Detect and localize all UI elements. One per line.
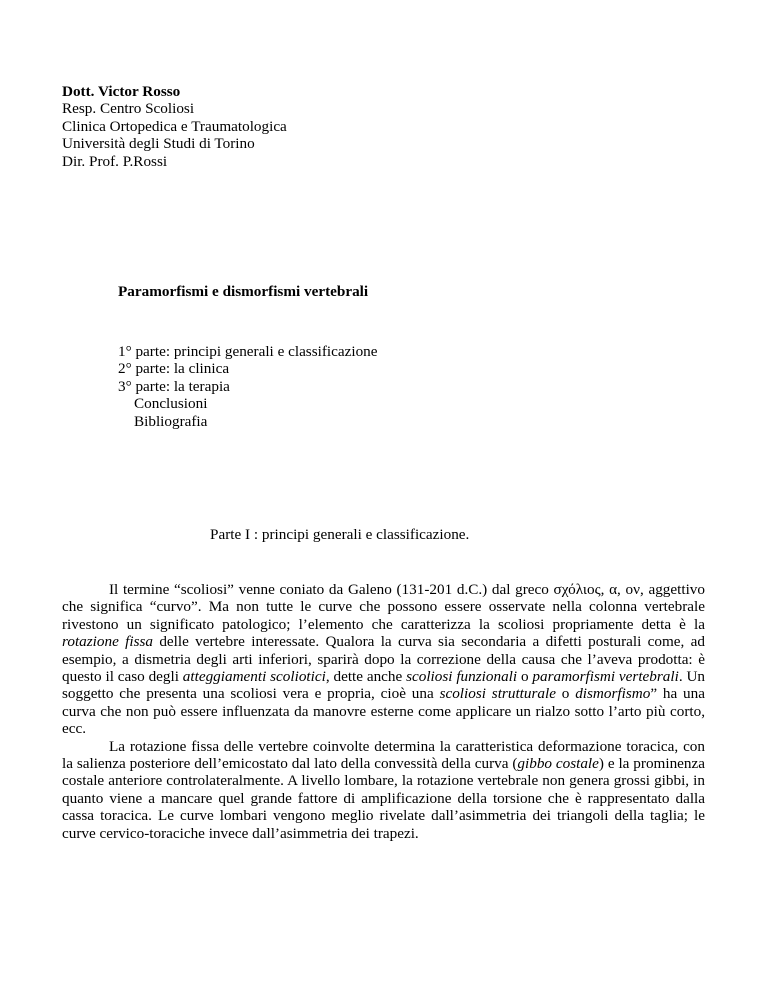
author-affiliation-line: Resp. Centro Scoliosi — [62, 100, 195, 118]
author-block — [62, 83, 682, 170]
text-run: La rotazione fissa delle vertebre coinvolte determina la caratteristica deformazione toracica, con la salienza posteriore dell’emicostato dal lato della convessità della curva ( — [62, 737, 705, 773]
paragraph — [62, 738, 705, 842]
emphasis-term: paramorfismi vertebrali — [532, 668, 679, 686]
text-run: Il termine “scoliosi” venne coniato da Galeno (131-201 d.C.) dal greco σχόλιος, α, ον, aggettivo che significa “curvo”. Ma non tutte le curve che possono essere osservate nella colonna vertebrale rivestono un significato patologico; l’elemento che caratterizza la scoliosi propriamente detta è la — [62, 581, 705, 633]
body-text — [62, 581, 705, 842]
emphasis-term: dismorfismo — [575, 685, 651, 703]
toc-item: 1° parte: principi generali e classificazione — [118, 343, 378, 360]
text-run: , dette anche — [325, 668, 407, 686]
emphasis-term: scoliosi strutturale — [439, 685, 556, 703]
author-affiliation-line: Clinica Ortopedica e Traumatologica — [62, 117, 287, 135]
text-run: . Un soggetto che presenta una scoliosi vera e propria, cioè una — [62, 668, 706, 703]
emphasis-term: rotazione fissa — [62, 633, 153, 651]
toc-item-conclusions: Conclusioni — [134, 395, 208, 413]
toc-item-bibliography: Bibliografia — [134, 412, 208, 430]
emphasis-term: atteggiamenti scoliotici — [182, 668, 326, 686]
toc-item: 3° parte: la terapia — [118, 377, 230, 395]
section-heading: Parte I : principi generali e classificazione. — [210, 526, 470, 543]
text-run: ” ha una curva che non può essere influenzata da manovre esterne come applicare un rialzo sotto l’arto più corto, ecc. — [62, 685, 705, 738]
author-name: Dott. Victor Rosso — [62, 83, 181, 100]
document-title: Paramorfismi e dismorfismi vertebrali — [118, 283, 369, 300]
text-run: o — [555, 685, 576, 703]
author-affiliation-line: Università degli Studi di Torino — [62, 135, 255, 153]
table-of-contents — [118, 343, 378, 430]
text-run: delle vertebre interessate. Qualora la curva sia secondaria a difetti posturali come, ad esempio, a dismetria degli arti inferiori, sparirà dopo la correzione della causa che l’aveva prodotta: è questo il caso degli — [62, 633, 705, 686]
text-run: ) e la prominenza costale anteriore controlateralmente. A livello lombare, la rotazione vertebrale non genera grossi gibbi, in quanto viene a mancare quel grande fattore di amplificazione della torsione che è rappresentato dalla cassa toracica. Le curve lombari vengono meglio rivelate dall’asimmetria dei triangoli della taglia; le curve cervico-toraciche invece dall’asimmetria dei trapezi. — [62, 755, 705, 842]
emphasis-term: scoliosi funzionali — [406, 668, 518, 686]
author-affiliation-line: Dir. Prof. P.Rossi — [62, 152, 168, 170]
text-run: o — [517, 668, 533, 686]
toc-item: 2° parte: la clinica — [118, 360, 230, 378]
emphasis-term: gibbo costale — [517, 755, 599, 773]
paragraph — [62, 581, 705, 738]
